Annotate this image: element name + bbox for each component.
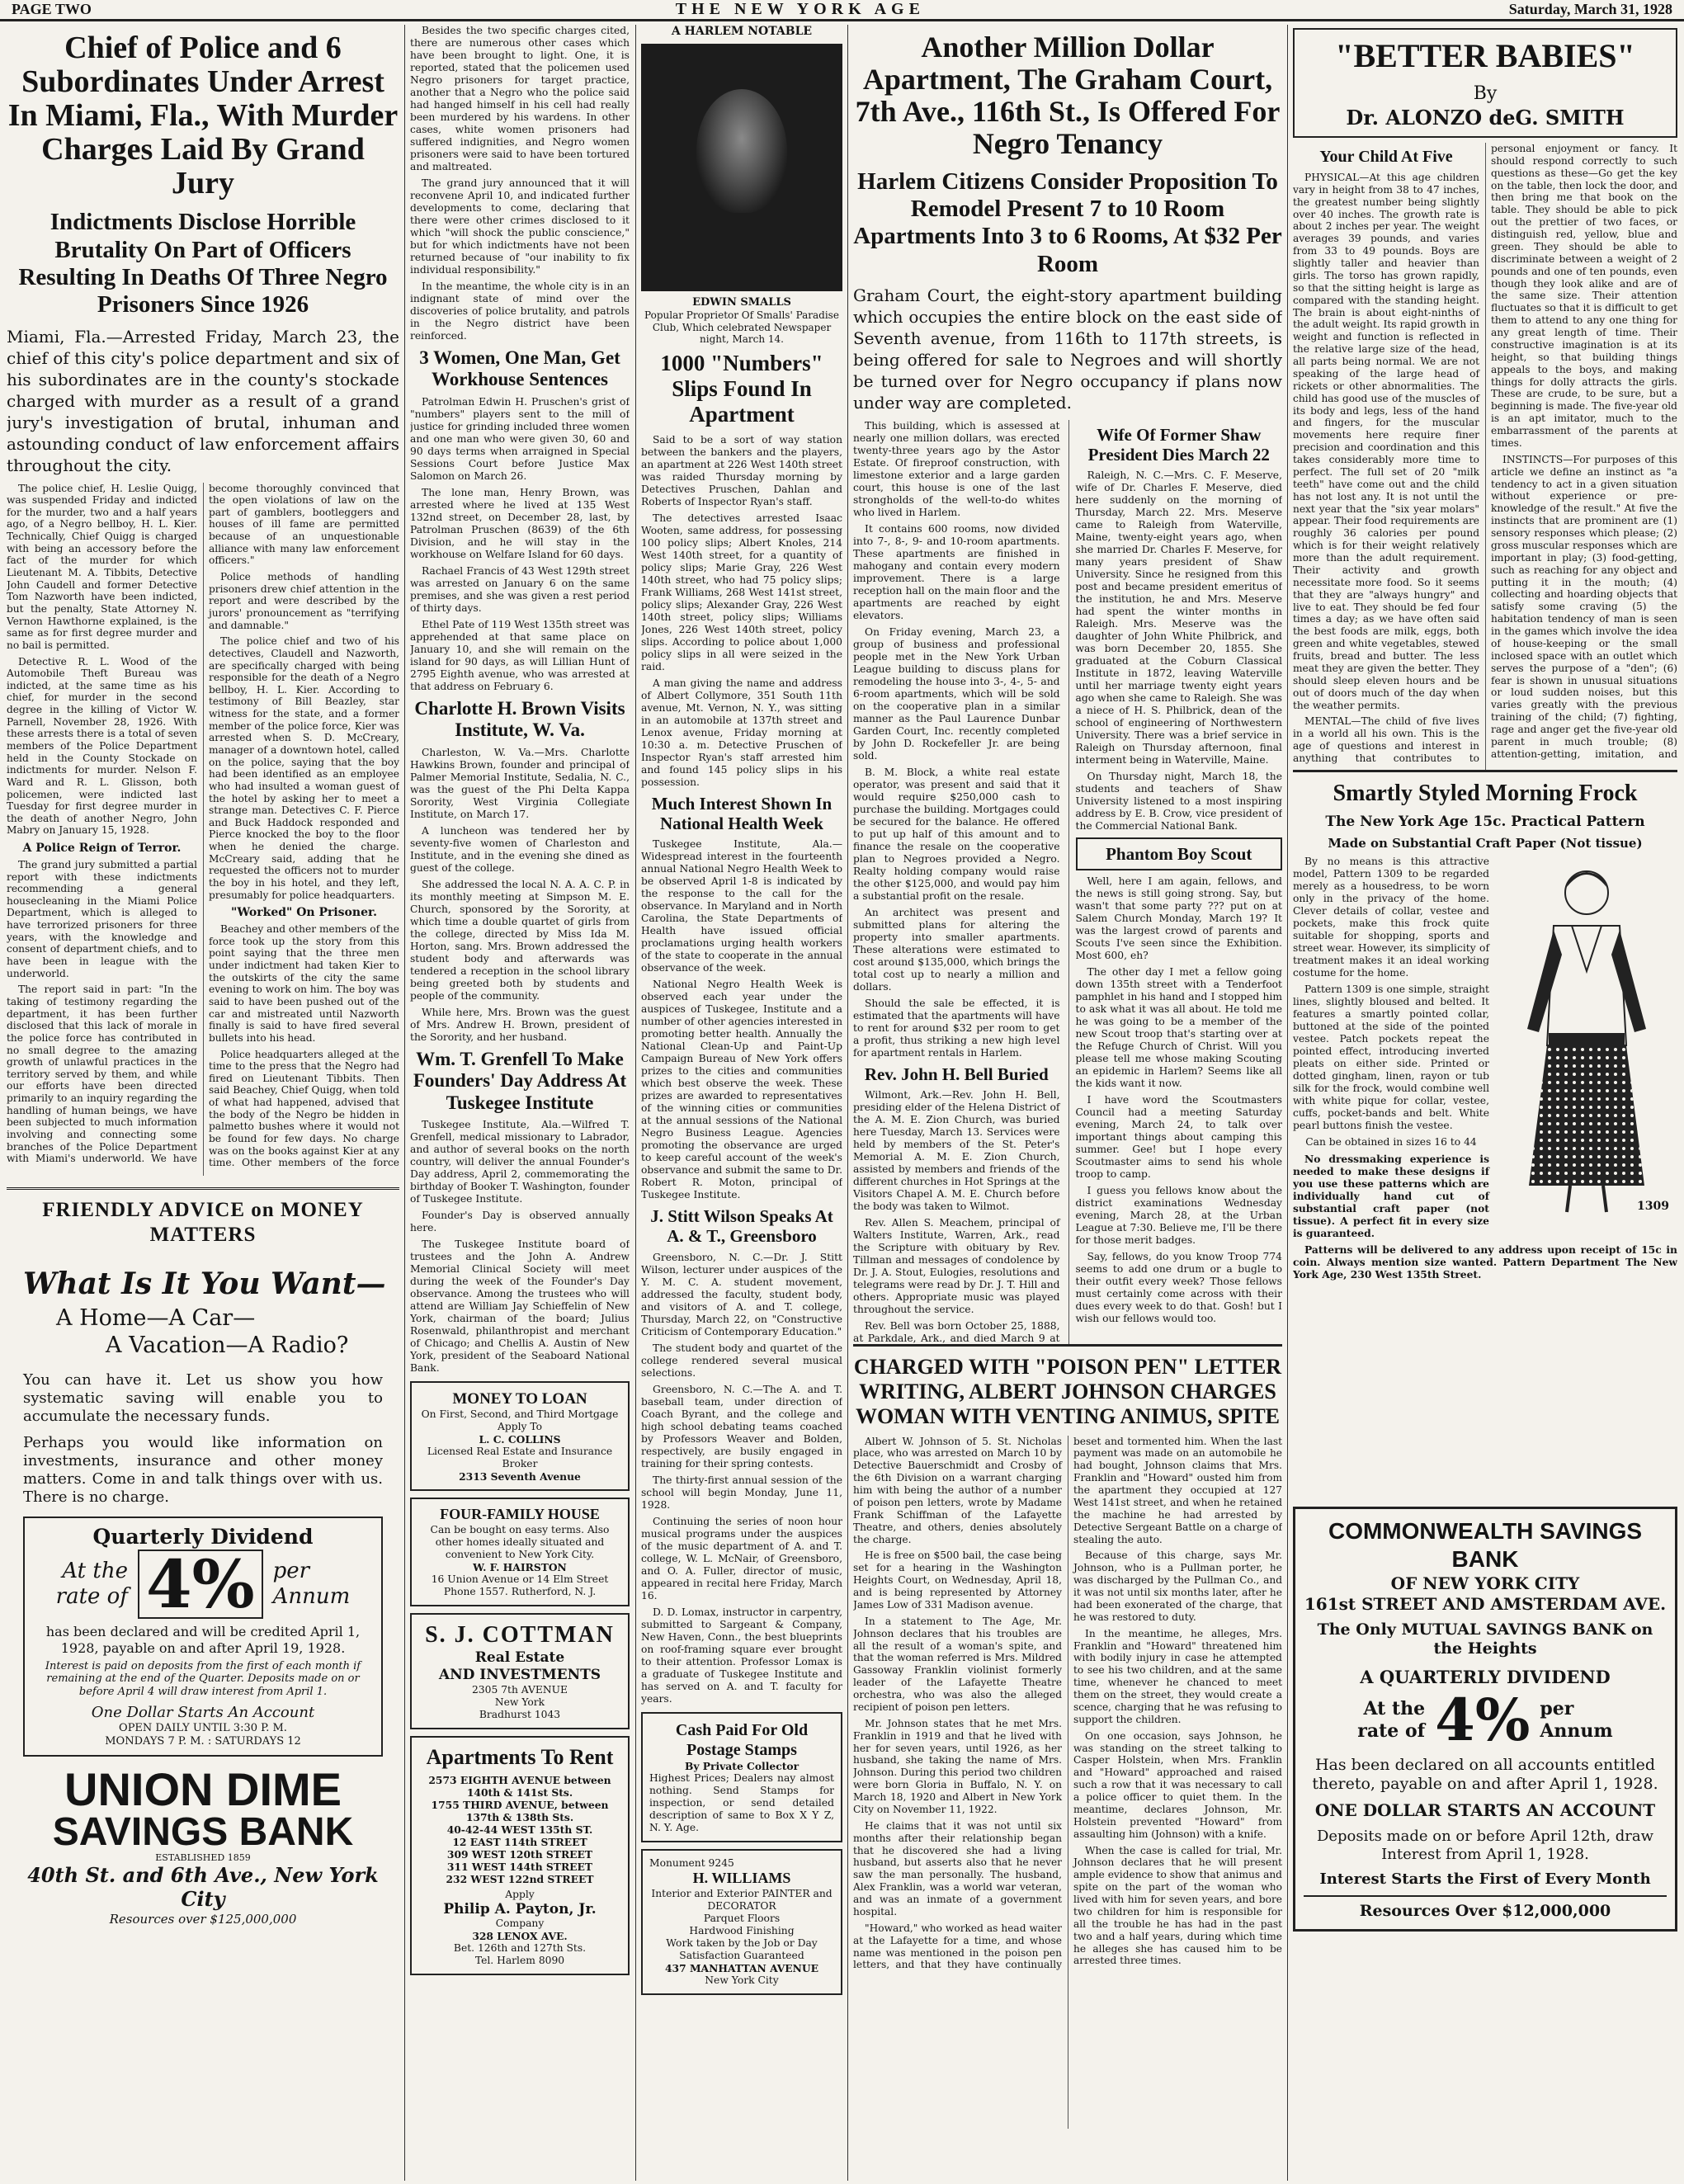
stitt-paragraph: Continuing the series of noon hour musical programs under the auspices of the music department of A. and T. college, W. L. McNair, of Greensboro, and O. A. Fuller, director of music, appeared in recital here Friday, March 16. xyxy=(641,1515,842,1601)
portrait-photo xyxy=(641,44,842,291)
meserve-paragraph: On Thursday night, March 18, the students and teachers of Shaw University listened to a most inspiring address by E. B. Crow, vice president of the Commercial National Bank. xyxy=(1075,771,1282,833)
photo-caption: Popular Proprietor Of Smalls' Paradise Club, Which celebrated Newspaper night, March 14. xyxy=(644,309,839,346)
bank-name: UNION DIME xyxy=(64,1762,342,1815)
frock-sub2: Made on Substantial Craft Paper (Not tissue) xyxy=(1328,835,1643,851)
poison-body xyxy=(853,1436,1282,2129)
frock-paragraph: Patterns will be delivered to any address upon receipt of 15c in coin. Always mention size wanted. Pattern Department The New York Age, 230 West 135th Street. xyxy=(1293,1243,1677,1281)
bank-tagline: The Only MUTUAL SAVINGS BANK on the Heights xyxy=(1317,1620,1653,1658)
union-dime-ad xyxy=(7,1187,399,1927)
police-paragraph: Beachey and other members of the force took up the story from this point saying that the three men under indictment had taken Kier to the outskirts of the city the same evening to work on him. The boy was said to have been pushed out of the car and mistreated until Nazworth finally is said to have fired several bullets into his head. xyxy=(209,923,399,1044)
numbers-paragraph: The detectives arrested Isaac Wooten, same address, for possessing 100 policy slips; Albert Knoles, 214 West 140th street, for a quantity of policy slips; Marie Gray, 226 West 140th street, who had 75 policy slips; Frank Williams, 268 West 141st street, policy slips; Alexander Gray, 226 West 140th street, policy slips; Williams Jones, 226 West 140th street, policy slips. According to police about 1,000 policy slips in all were seized in the raid. xyxy=(641,512,842,672)
deposit-note: Deposits made on or before April 12th, draw Interest from April 1, 1928. xyxy=(1316,1827,1654,1863)
commonwealth-ad xyxy=(1293,1507,1677,1932)
ad-headline: What Is It You Want— xyxy=(23,1266,386,1301)
stitt-paragraph: Greensboro, N. C.—Dr. J. Stitt Wilson, lecturer under auspices of the Y. M. C. A. student movement, addressed the faculty, student body, and visitors of A. and T. college, Thursday, March 22, on "Constructive Criticism of Contemporary Education." xyxy=(641,1251,842,1337)
graham-paragraph: An architect was present and submitted plans for altering the property into smaller apartments. These alterations were estimated to cost around $135,000, which brings the total cost up to nearly a million and dollars. xyxy=(853,906,1060,993)
workhouse-paragraph: Patrolman Edwin H. Pruschen's grist of "numbers" players sent to the mill of justice for grinding included three women and one man who were given 30, 60 and 90 days terms when arraigned in Special Sessions Court before Justice Max Salomon on March 26. xyxy=(410,395,630,482)
dividend-body: has been declared and will be credited April 1, 1928, payable on and after April 19, 1928. xyxy=(45,1624,361,1656)
ad-line: Apply xyxy=(505,1888,535,1900)
poison-paragraph: In a statement to The Age, Mr. Johnson declares that his troubles are all the result of a woman's spite, and that the woman referred is Mrs. Mildred Gassoway Franklin violinist formerly leader of the Lafayette Theatre orchestra, who was also the alleged recipient of poison pen letters. xyxy=(853,1615,1062,1713)
police-subheading: "Worked" On Prisoner. xyxy=(231,906,377,920)
graham-paragraph: Should the sale be effected, it is estimated that the apartments will have to rent for around $32 per room to get a profit, thus striking a new high level for apartment rentals in Harlem. xyxy=(853,997,1060,1059)
poison-paragraph: On one occasion, says Johnson, he was standing on the street talking to Casper Holstein, when Mrs. Franklin and "Howard" approached and raised such a row that it was necessary to call a police officer to quiet them. In the meantime, declares Johnson, Mr. Holstein prevented "Howard" from assaulting him (Johnson) with a knife. xyxy=(1073,1729,1282,1840)
address-list xyxy=(418,1774,621,1885)
police-headline: Chief of Police and 6 Subordinates Under Arrest In Miami, Fla., With Murder Charges Laid By Grand Jury xyxy=(7,31,399,201)
per-annum xyxy=(1540,1698,1612,1743)
scout-paragraph: The other day I met a fellow going down 135th street with a Tenderfoot pamphlet in his hand and I stopped him to ask what it was all about. He told me he was going to be a member of the new Scout troop that's starting over at the Refuge Church of Christ. Will you please tell me whose making Scouting an epidemic in Harlem? Seems like all the kids want it now. xyxy=(1075,966,1282,1090)
rate-label xyxy=(1357,1698,1425,1743)
workhouse-paragraph: Ethel Pate of 119 West 135th street was apprehended at that same place on January 10, and she will remain on the island for 90 days, as will Lillian Hunt of 2795 Eighth avenue, who was arrested at that address on February 6. xyxy=(410,618,630,692)
ad-line: Apply To xyxy=(497,1421,543,1433)
dividend-box xyxy=(23,1517,383,1757)
established: ESTABLISHED 1859 xyxy=(155,1851,251,1863)
start-account: ONE DOLLAR STARTS AN ACCOUNT xyxy=(1314,1800,1656,1821)
ad-title: Apartments To Rent xyxy=(426,1744,614,1769)
apartments-ad xyxy=(410,1736,630,1975)
column-title: "BETTER BABIES" xyxy=(1335,37,1635,74)
start-account: One Dollar Starts An Account xyxy=(91,1704,315,1722)
poison-headline: CHARGED WITH "POISON PEN" LETTER WRITING, ALBERT JOHNSON CHARGES WOMAN WITH VENTING ANIMUS, SPITE xyxy=(853,1354,1282,1428)
better-babies-header xyxy=(1293,28,1677,138)
column-rule xyxy=(847,25,848,2181)
graham-paragraph: It contains 600 rooms, now divided into 7-, 8-, 9- and 10-room apartments. These apartments are finished in mahogany and contain every modern improvement. There is a large reception hall on the main floor and the apartments are reached by eight elevators. xyxy=(853,522,1060,621)
police-subhead: Indictments Disclose Horrible Brutality On Part of Officers Resulting In Deaths Of Three Negro Prisoners Since 1926 xyxy=(18,209,388,318)
column-c xyxy=(641,25,842,2178)
stitt-paragraph: Greensboro, N. C.—The A. and T. baseball team, under direction of Coach Byrant, and the college and high school debating teams coached by Professors Weaver and Bolden, respectively, are busily engaged in training for their spring contests. xyxy=(641,1383,842,1469)
ad-line: A Vacation—A Radio? xyxy=(106,1333,349,1359)
per-label: per xyxy=(1540,1698,1574,1720)
meserve-headline: Wife Of Former Shaw President Dies March 22 xyxy=(1087,424,1270,465)
rate-label xyxy=(56,1559,128,1611)
graham-paragraph: This building, which is assessed at nearly one million dollars, was erected twenty-three years ago by the Astor Estate. Of fireproof construction, with limestone exterior and a large garden court, this house is one of the last strongholds of the well-to-do whites who lived in Harlem. xyxy=(853,419,1060,518)
scout-paragraph: I guess you fellows know about the district examinations Wednesday evening, March 28, at the Urban League at 7:30. Believe me, I'll be there for those merit badges. xyxy=(1075,1185,1282,1247)
per-label: per xyxy=(272,1558,310,1583)
babies-paragraph: INSTINCTS—For purposes of this article we define an instinct as "a tendency to act in a given situation without experience or pre-knowledge of the result." At five the instincts that are prominent are (1) sensory responses which please; (2) gross muscular responses which are important in play; (3) food-getting, such as reaching for any object and putting it in the mouth; (4) collecting and hoarding objects that satisfy some craving (5) the habitation tendency of man is seen in the games which involve the idea of house-keeping or the small inclosed space with an outlet which serves the purpose of a "den"; (6) fear is shown in unusual situations or loud sudden noises, but this varies greatly with the previous training of the child; (7) fighting, rage and anger get the five-year old parent in much trouble; (8) attention-getting, imitation, and xyxy=(1491,453,1677,760)
column-d xyxy=(853,25,1282,2178)
column-e xyxy=(1293,25,1677,2178)
graham-lead: Graham Court, the eight-story apartment building which occupies the entire block on the east side of Seventh avenue, from 116th to 117th streets, is being offered for sale to Negroes and will shortly be turned over for Negro occupancy if plans now under way are completed. xyxy=(853,285,1282,413)
scout-paragraph: Well, here I am again, fellows, and the news is still going strong. Say, but wasn't that some party ??? put on at Salem Church Monday, March 19? It was the largest crowd of parents and Scouts I've seen since the Exhibition. Most 600, eh? xyxy=(1075,875,1282,962)
police-paragraph: In the meantime, the whole city is in an indignant state of mind over the discoveries of police brutality, and patrols in the Negro district have been reinforced. xyxy=(410,281,630,342)
stitt-paragraph: The student body and quartet of the college rendered several musical selections. xyxy=(641,1342,842,1379)
grenfell-paragraph: Tuskegee Institute, Ala.—Wilfred T. Grenfell, medical missionary to Labrador, and author of several books on the north country, will deliver the annual Founder's Day address, April 2, commemorating the birthday of Booker T. Washington, founder of Tuskegee Institute. xyxy=(410,1119,630,1205)
hours: OPEN DAILY UNTIL 3:30 P. M. xyxy=(119,1722,287,1735)
frock-headline: Smartly Styled Morning Frock xyxy=(1333,780,1638,806)
bank-address: 40th St. and 6th Ave., New York City xyxy=(27,1863,379,1912)
rate-label-at: At the xyxy=(62,1558,128,1583)
ad-line: By Private Collector xyxy=(684,1760,800,1773)
money-loan-ad xyxy=(410,1381,630,1491)
column-rule xyxy=(404,25,405,2181)
charlotte-headline: Charlotte H. Brown Visits Institute, W. Va. xyxy=(414,697,625,741)
frock-paragraph: No dressmaking experience is needed to make these designs if you use these patterns which are individually hand cut of substantial craft paper (not tissue). A perfect fit in every size is guaranteed. xyxy=(1293,1153,1489,1240)
meserve-paragraph: Raleigh, N. C.—Mrs. C. F. Meserve, wife of Dr. Charles F. Meserve, died here suddenly on the morning of Thursday, March 22. Mrs. Meserve came to Raleigh from Waterville, Maine, twenty-eight years ago, when she married Dr. Charles F. Meserve, for many years president of Shaw University. Since he resigned from this post and became president emeritus of the institution, he and Mrs. Meserve had spent the winter months in Raleigh. Mrs. Meserve was the daughter of John White Philbrick, and was born December 20, 1855. She graduated at the Coburn Classical Institute in 1872, leaving Waterville until her marriage twenty eight years ago when she came to Raleigh. She was a niece of H. S. Philbrick, dean of the school of engineering of Northwestern University. There was a brief service in Raleigh on Thursday afternoon, final interment being in Waterville, Maine. xyxy=(1075,469,1282,767)
ad-body: Perhaps you would like information on investments, insurance and other money matters. Come in and talk things over with us. There is no charge. xyxy=(23,1434,383,1507)
frock-pattern xyxy=(1293,770,1677,1502)
ad-line: Satisfaction Guaranteed xyxy=(679,1950,804,1962)
newspaper-title: THE NEW YORK AGE xyxy=(675,0,925,18)
photo-heading: A HARLEM NOTABLE xyxy=(671,25,813,38)
list-item: 12 EAST 114th STREET xyxy=(452,1835,587,1848)
police-paragraph: Police methods of handling prisoners drew chief attention in the report and were described by the jurors' pronouncement as "terrifying and damnable." xyxy=(209,571,399,631)
dividend-note: Interest is paid on deposits from the first of each month if remaining at the end of the Quarter. Deposits made on or before April 4 will draw interest from April 1. xyxy=(45,1659,361,1699)
bell-headline: Rev. John H. Bell Buried xyxy=(864,1064,1049,1084)
police-paragraph: Detective R. L. Wood of the Automobile Theft Bureau was indicted, at the same time as his chief, for murder in the second degree in the killing of Victor W. Parnell, November 28, 1926. With these arrests there is a total of seven members of the Police Department held in the County Stockade on indictments for murder. Nelson F. Ward and R. L. Glisson, both policemen, were indicted last Tuesday for first degree murder in the death of another Negro, John Mabry on January 15, 1928. xyxy=(7,655,197,837)
charlotte-paragraph: A luncheon was tendered her by seventy-five women of Charleston and Institute, and in the evening she dined as guest of the college. xyxy=(410,824,630,874)
bank-name: COMMONWEALTH SAVINGS BANK xyxy=(1328,1517,1643,1573)
issue-date: Saturday, March 31, 1928 xyxy=(1508,1,1672,17)
ad-title: FOUR-FAMILY HOUSE xyxy=(440,1506,600,1523)
rate-label-at: At the xyxy=(1363,1698,1426,1720)
ad-address: 16 Union Avenue or 14 Elm Street xyxy=(431,1573,609,1586)
ad-name: Philip A. Payton, Jr. xyxy=(443,1900,597,1917)
rate-label-of: rate of xyxy=(1357,1719,1426,1742)
pattern-number: 1309 xyxy=(1637,1200,1669,1214)
column-rule xyxy=(1287,25,1288,2181)
ad-line: Parquet Floors xyxy=(703,1913,781,1925)
police-paragraph: Besides the two specific charges cited, there are numerous other cases which have been brought to light. One, it is reported, stated that the policemen used Negro prisoners for target practice, another that a Negro who the police said had hanged himself in his cell had really been murdered by his wardens. In other cases, white women prisoners had suffered indignities, and Negro women prisoners were said to have been tortured and maltreated. xyxy=(410,25,630,172)
stitt-paragraph: The thirty-first annual session of the school will begin Monday, June 11, 1928. xyxy=(641,1474,842,1511)
police-body xyxy=(7,483,399,1176)
bank-resources: Resources Over $12,000,000 xyxy=(1304,1895,1667,1921)
ad-body: Can be bought on easy terms. Also other homes ideally situated and convenient to New York City. xyxy=(430,1524,610,1561)
ad-city: New York City xyxy=(705,1974,779,1987)
poison-paragraph: "Howard," who worked as head waiter at the Lafayette for a time, and whose name was mentioned in the poison pen letters, and that they have continually beset and tormented him. When the last payment was made on an automobile he had bought, Johnson claims that Mrs. Franklin and "Howard" ousted him from the apartment they occupied at 127 West 141st street, and when he retained the machine he had arrested by Detective Sergeant Battle on a charge of stealing the auto. xyxy=(853,1435,1282,1971)
babies-paragraph: PHYSICAL—At this age children vary in height from 38 to 47 inches, the greatest number being slightly over 40 inches. The growth rate is about 2 inches per year. The weight averages 39 pounds, and varies from 33 to 49 pounds. Boys are slightly taller and heavier than girls. The torso has grown rapidly, so that the sitting height is large as compared with the standing height. The brain is about eight-ninths of the adult weight. Its rapid growth in weight and function is reflected in the relative large size of the head, all parts being normal. We are not speaking of the large head of rickets or other abnormalities. The child has good use of the muscles of its body and legs, less of the hand and fingers, for the muscular movements here require finer precision and coordination and this takes considerably more time to perfect. The full set of 20 "milk teeth" have come out and the child has not lost any. It is not until the next year that the "six year molars" appear. Their food requirements are roughly 36 calories per pound which is for their weight relatively more than the adult requirement. Their activity and growth necessitate more food. So it seems that they are "always hungry" and live to eat. They should be fed four times a day; as we have often said the best foods are milk, eggs, both green and white vegetables, stewed fruits, bread and butter. The less meat they are given the better. They should sleep eleven hours and be out of doors much of the day when the weather permits. xyxy=(1293,171,1479,711)
ad-body: Highest Prices; Dealers nay almost nothing. Send Stamps for inspection, or send detailed description of same to Box X Y Z, N. Y. Age. xyxy=(649,1772,834,1834)
dividend-title: A QUARTERLY DIVIDEND xyxy=(1360,1667,1611,1688)
dividend-body: Has been declared on all accounts entitled thereto, payable on and after April 1, 1928. xyxy=(1312,1755,1658,1794)
column-rule xyxy=(635,25,636,2181)
poison-pen-story xyxy=(853,1344,1282,2129)
photo-name: EDWIN SMALLS xyxy=(692,296,791,309)
ad-city: New York xyxy=(494,1696,545,1708)
police-lead: Miami, Fla.—Arrested Friday, March 23, the chief of this city's police department and six of his subordinates are in the county's stockade charged with murder as a result of a grand jury's investigation of brutal, inhuman and astounding conduct of law enforcement affairs throughout the city. xyxy=(7,326,399,475)
scout-headline: Phantom Boy Scout xyxy=(1076,837,1283,870)
stitt-paragraph: D. D. Lomax, instructor in carpentry, submitted to Sargeant & Company, New Haven, Conn., the best blueprints on roof-framing square ever brought to their attention. Professor Lomax is a graduate of Tuskegee Institute and has served on A. and T. faculty for years. xyxy=(641,1606,842,1705)
byline-author: Dr. ALONZO deG. SMITH xyxy=(1346,105,1625,130)
list-item: 2573 EIGHTH AVENUE between 140th & 141st Sts. xyxy=(428,1773,611,1799)
list-item: 40-42-44 WEST 135th ST. xyxy=(446,1823,593,1836)
fourfamily-ad xyxy=(410,1498,630,1606)
hours: MONDAYS 7 P. M. : SATURDAYS 12 xyxy=(105,1734,301,1748)
bank-name: SAVINGS BANK xyxy=(52,1809,354,1854)
ad-address: 2313 Seventh Avenue xyxy=(459,1470,581,1484)
charlotte-paragraph: Charleston, W. Va.—Mrs. Charlotte Hawkins Brown, founder and principal of Palmer Memorial Institute, Sedalia, N. C., was the guest of the Phi Delta Kappa Sorority, West Virginia Collegiate Institute, on March 17. xyxy=(410,746,630,820)
column-b xyxy=(410,25,630,2178)
graham-lower xyxy=(853,420,1282,1344)
graham-paragraph: On Friday evening, March 23, a group of business and professional people met in the New York Urban League building to discuss plans for remodeling the house into 3-, 4-, 5- and 6-room apartments, which will be sold on the cooperative plan in a similar manner as the Paul Laurence Dunbar Garden Court, Inc. recently completed by John D. Rockefeller Jr. are being sold. xyxy=(853,625,1060,762)
frock-paragraph: Can be obtained in sizes 16 to 44 xyxy=(1305,1136,1477,1149)
health-paragraph: National Negro Health Week is observed each year under the auspices of Tuskegee, Institute and a number of other agencies interested in promoting better health. Annually the National Clean-Up and Paint-Up Campaign Bureau of New York offers prizes to the cities and communities which best observe the week. These prizes are awarded to representatives of the winning cities or communities at the annual sessions of the National Negro Business League. Agencies promoting the observance are urged to keep careful account of the week's observance and submit the same to Dr. Robert R. Moton, principal of Tuskegee Institute. xyxy=(641,979,842,1201)
dividend-rate-row xyxy=(1304,1685,1667,1754)
workhouse-paragraph: The lone man, Henry Brown, was arrested where he lived at 135 West 132nd street, on December 28, last, by Patrolman Pruschen (8639) of the 6th Division, and he will stay in the workhouse on Welfare Island for 60 days. xyxy=(410,486,630,560)
ad-name: S. J. COTTMAN xyxy=(425,1622,615,1649)
byline-by: By xyxy=(1473,83,1498,104)
frock-paragraph: Pattern 1309 is one simple, straight lines, slightly bloused and belted. It features a smartly pointed collar, buttoned at the side of the pointed vestee. Patch pockets repeat the pointed effect, introducing inverted pleats on either side. Printed or dotted gingham, linen, rayon or tub silk for the frock, would combine well with white pique for collar, vestee, cuffs, pocket-bands and belt. White pearl buttons finish the vestee. xyxy=(1293,984,1489,1132)
friendly-advice-banner: FRIENDLY ADVICE on MONEY MATTERS xyxy=(42,1198,364,1247)
grenfell-paragraph: Founder's Day is observed annually here. xyxy=(410,1210,630,1234)
poison-paragraph: When the case is called for trial, Mr. Johnson declares that he will present ample evidence to show that animus and spite on the part of the woman who lived with him for seven years, and bore two children for him is responsible for all the trouble he has had in the past two and a half years, during which time he alleges she has caused him to be arrested three times. xyxy=(1073,1844,1282,1967)
ad-address: 2305 7th AVENUE xyxy=(471,1683,568,1696)
police-subheading: A Police Reign of Terror. xyxy=(22,842,182,856)
ad-line: Hardwood Finishing xyxy=(689,1925,795,1937)
list-item: 309 WEST 120th STREET xyxy=(446,1847,593,1861)
dress-figure-icon xyxy=(1496,856,1677,1219)
ad-line: Real Estate xyxy=(474,1649,565,1667)
ad-title: MONEY TO LOAN xyxy=(452,1390,587,1408)
ad-phone: Phone 1557. Rutherford, N. J. xyxy=(443,1586,597,1598)
ad-line: On First, Second, and Third Mortgage xyxy=(421,1408,619,1421)
fashion-illustration xyxy=(1496,856,1677,1219)
stamps-ad xyxy=(641,1712,842,1843)
poison-paragraph: Mr. Johnson states that he met Mrs. Franklin in 1919 and that he lived with her for seven years, until 1926, as her husband, she taking the name of Mrs. Johnson. During this period two children were born Gloria in Buffalo, N. Y. on March 18, 1920 and Albert in New York City on November 11, 1922. xyxy=(853,1717,1062,1815)
cottman-ad xyxy=(410,1613,630,1729)
graham-body xyxy=(853,420,1060,1344)
babies-paragraph: MENTAL—The child of five lives in a world all his own. This is the age of questions and interest in anything that contributes to personal enjoyment or fancy. It should respond correctly to such questions as these—Go get the key on the table, then lock the door, and then bring me that book on the table. They should be able to pick out the prettier of two faces, or distinguish red, yellow, blue and green. They should be able to discriminate between a weight of 2 pounds and one of ten pounds, even though they look alike and are of the same size. Their attention fluctuates so that it is difficult to get them to attend to any one thing for any great length of time. Their constructive imagination is at its height, so that building things appeals to the boys, and making things for dolly attracts the girls. These are crude, to be sure, but a beginning is made. The five-year old is an apt imitator, much to the embarrassment of the parents at times. xyxy=(1293,142,1677,765)
workhouse-paragraph: Rachael Francis of 43 West 129th street was arrested on January 6 on the same premises, and she was given a rest period of thirty days. xyxy=(410,564,630,614)
ad-title: Cash Paid For Old Postage Stamps xyxy=(675,1720,809,1759)
poison-paragraph: He claims that it was not until six months after their relationship began that he discovered she had a living husband, but asserts also that he never saw the man personally. The husband, Alex Franklin, was a world war veteran, and was an inmate of a government hospital. xyxy=(853,1819,1062,1917)
bank-address: 161st STREET AND AMSTERDAM AVE. xyxy=(1304,1593,1667,1614)
ad-line: Interior and Exterior PAINTER and DECORATOR xyxy=(651,1888,833,1913)
masthead xyxy=(0,0,1684,21)
ad-line: A Home—A Car— xyxy=(56,1305,256,1332)
dividend-rate: 4% xyxy=(1435,1685,1531,1754)
ad-address: 328 LENOX AVE. xyxy=(472,1930,568,1943)
ad-phone: Bradhurst 1043 xyxy=(479,1708,561,1720)
poison-paragraph: He is free on $500 bail, the case being set for a hearing in the Washington Heights Court, on Wednesday, April 18, and is being represented by Attorney James Low of 331 Madison avenue. xyxy=(853,1550,1062,1611)
ad-line: Company xyxy=(495,1917,545,1930)
health-paragraph: Tuskegee Institute, Ala.—Widespread interest in the fourteenth annual National Negro Health Week to be observed April 1-8 is indicated by the response to the call for the observance. In Maryland and in North Carolina, the State Departments of Health have issued official proclamations urging health workers of the state to cooperate in the annual observance of the week. xyxy=(641,838,842,974)
police-paragraph: The police chief, H. Leslie Quigg, was suspended Friday and indicted for the murder, two and a half years ago, of a Negro bellboy, H. L. Kier. Technically, Chief Quigg is charged with being an accessory before the fact of the murder for which Lieutenant M. A. Tibbits, Detective John Caudell and former Detective Tom Nazworth have been indicted, but the penalty, State Attorney N. Vernon Hawthorne explained, is the same as for first degree murder and no bail is permitted. xyxy=(7,482,197,651)
grenfell-paragraph: The Tuskegee Institute board of trustees and the John A. Andrew Memorial Clinical Society will meet during the week of the Founder's Day observance. Among the trustees who will attend are William Jay Schieffelin of New York, chairman of the board; Julius Rosenwald, philanthropist and merchant of Chicago; and Chellis A. Austin of New York, president of the Seaboard National Bank. xyxy=(410,1238,630,1375)
list-item: 232 WEST 122nd STREET xyxy=(446,1872,594,1885)
per-annum xyxy=(273,1559,351,1611)
poison-paragraph: Because of this charge, says Mr. Johnson, who is a Pullman porter, he was discharged by the Pullman Co., and it was not until six months later, after he had been exonerated of the charge, that he was restored to duty. xyxy=(1073,1550,1282,1623)
ad-phone: Monument 9245 xyxy=(649,1857,734,1870)
graham-subhead: Harlem Citizens Consider Proposition To Remodel Present 7 to 10 Room Apartments Into 3 to 6 Rooms, At $32 Per Room xyxy=(853,167,1282,277)
bank-resources: Resources over $125,000,000 xyxy=(109,1911,297,1927)
ad-address: 437 MANHATTAN AVENUE xyxy=(665,1962,818,1975)
williams-ad xyxy=(641,1849,842,1995)
portrait-face xyxy=(696,89,787,213)
graham-headline: Another Million Dollar Apartment, The Graham Court, 7th Ave., 116th St., Is Offered For Negro Tenancy xyxy=(855,31,1281,160)
frock-sub: The New York Age 15c. Practical Pattern xyxy=(1325,814,1645,831)
health-headline: Much Interest Shown In National Health Week xyxy=(651,793,833,834)
police-paragraph: The police chief and two of his detectives, Claudell and Nazworth, are specifically charged with being responsible for the death of a Negro bellboy, H. L. Kier. According to testimony of Bill Beazley, star witness for the state, and a former member of the police force, Kier was arrested when S. D. McCreary, manager of a downtown hotel, called on the police, saying that the boy had been identified as an employee who had insulted a woman guest of the hotel by asking her to meet a strange man. Detectives C. F. Pierce and Buck Haddock responded and Pierce knocked the boy to the floor when he denied the charge. McCreary said, adding that he requested the officers not to murder the boy in his hotel, and they left, presumably for police headquarters. xyxy=(209,635,399,901)
police-paragraph: Police headquarters alleged at the time to the press that the Negro had fired on Lieutenant Tibbits. Then said Beachey, Chief Quigg, when told of what had happened, advised that the body of the Negro be hidden in palmetto bushes where it would not be found for few days. No charge was on the books against Kier at any time. Other members of the force xyxy=(209,1048,399,1169)
babies-body xyxy=(1293,143,1677,770)
interest-note: Interest Starts the First of Every Month xyxy=(1319,1870,1651,1888)
list-item: 311 WEST 144th STREET xyxy=(446,1860,593,1873)
grenfell-headline: Wm. T. Grenfell To Make Founders' Day Address At Tuskegee Institute xyxy=(413,1048,627,1113)
list-item: 1755 THIRD AVENUE, between 137th & 138th Sts. xyxy=(431,1798,609,1823)
graham-paragraph: B. M. Block, a white real estate operator, was present and said that it would require $250,000 cash to purchase the building. Mortgages could be secured for the balance. He offered to put up half of this amount and to finance the resale on the cooperative plan to Negroes provided a Negro. Realty holding company would raise the other $125,000, and would pay him a substantial profit on the resale. xyxy=(853,766,1060,902)
babies-headline: Your Child At Five xyxy=(1319,147,1453,166)
frock-paragraph: By no means is this attractive model, Pattern 1309 to be regarded merely as a housedress, to be worn only in the privacy of the home. Clever details of collar, vestee and pockets, make this frock quite suitable for shopping, sports and street wear. However, its simplicity of treatment makes it an ideal working costume for the home. xyxy=(1293,856,1489,979)
charlotte-paragraph: While here, Mrs. Brown was the guest of Mrs. Andrew H. Brown, president of the Sorority, and her husband. xyxy=(410,1006,630,1043)
charlotte-paragraph: She addressed the local N. A. A. C. P. in its monthly meeting at Simpson M. E. Church, sponsored by the Sorority, at which time a double quartet of girls from the college, directed by Miss Ida M. Horton, sang. Mrs. Brown addressed the student body and afterwards was tendered a reception in the school library being greeted both by students and people of the community. xyxy=(410,878,630,1002)
bell-paragraph: Wilmont, Ark.—Rev. John H. Bell, presiding elder of the Helena District of the A. M. E. Zion Church, was buried here Tuesday, March 13. Services were held by members of the St. Peter's Memorial A. M. E. Zion Church, assisted by members and friends of the different churches in Hot Springs at the Visitors Chapel A. M. E. Church before the body was taken to Wilmot. xyxy=(853,1089,1060,1213)
police-paragraph: The grand jury announced that it will reconvene April 10, and indicated further developments to come, declaring that there were other crimes disclosed to it which "will shock the public conscience," but for which indictments have not been returned because of "our inability to fix individual responsibility." xyxy=(410,177,630,276)
meserve-scout xyxy=(1068,420,1283,1344)
column-police xyxy=(7,25,399,2178)
ad-line: AND INVESTMENTS xyxy=(438,1667,601,1684)
page-label: PAGE TWO xyxy=(12,1,92,17)
numbers-paragraph: Said to be a sort of way station between the bankers and the players, an apartment at 226 West 140th street was raided Thursday morning by Detectives Pruschen, Dahlan and Roberts of Inspector Ryan's staff. xyxy=(641,433,842,507)
ad-phone: Tel. Harlem 8090 xyxy=(474,1955,565,1967)
stitt-headline: J. Stitt Wilson Speaks At A. & T., Greensboro xyxy=(650,1206,833,1247)
scout-paragraph: Say, fellows, do you know Troop 774 seems to add one drum or a bugle to their outfit every week? Those fellows must certainly come across with their dues every week to do that. Gosh! but I wish our fellows would too. xyxy=(1075,1251,1282,1325)
bank-city: OF NEW YORK CITY xyxy=(1390,1573,1580,1594)
poison-paragraph: In the meantime, he alleges, Mrs. Franklin and "Howard" threatened him with bodily injury in case he attempted to see his two children, and at the same time, whenever he chanced to meet them on the street, they would create a scence, charging that he was refusing to support the children. xyxy=(1073,1627,1282,1725)
ad-line: Work taken by the Job or Day xyxy=(666,1937,818,1950)
ad-name: W. F. HAIRSTON xyxy=(473,1561,567,1574)
ad-name: L. C. COLLINS xyxy=(479,1433,561,1446)
poison-paragraph: Albert W. Johnson of 5. St. Nicholas place, who was arrested on March 10 by Detective Bauerschmidt and Crosby of the 6th Division on a warrant charging him with being the author of a number of poison pen letters, wrote by Madame Frank Schiffman of the Lafayette Theatre, and others, denies absolutely the charge. xyxy=(853,1435,1062,1545)
bell-paragraph: Rev. Allen S. Meachem, principal of Walters Institute, Warren, Ark., read the Scripture with obituary by Rev. Tillman and messages of condolence by Dr. J. A. Stout, Eulogies, resolutions and telegrams were read by Dr. J. T. Hill and others. Appropriate music was played throughout the service. xyxy=(853,1217,1060,1316)
rate-label-of: rate of xyxy=(55,1584,128,1610)
numbers-headline: 1000 "Numbers" Slips Found In Apartment xyxy=(660,350,823,427)
dividend-title: Quarterly Dividend xyxy=(92,1524,314,1549)
workhouse-headline: 3 Women, One Man, Get Workhouse Sentences xyxy=(419,347,620,390)
ad-line: Licensed Real Estate and Insurance Broker xyxy=(427,1446,613,1470)
dividend-rate-row xyxy=(31,1545,375,1624)
ad-name: H. WILLIAMS xyxy=(692,1870,791,1887)
annum-label: Annum xyxy=(1540,1719,1613,1742)
bell-paragraph: Rev. Bell was born October 25, 1888, at Parkdale, Ark., and died March 9 at xyxy=(853,1320,1060,1344)
ad-line: Bet. 126th and 127th Sts. xyxy=(453,1942,587,1955)
annum-label: Annum xyxy=(272,1584,351,1610)
numbers-paragraph: A man giving the name and address of Albert Collymore, 351 South 11th avenue, Mt. Vernon, N. Y., was sitting in an automobile at 137th street and Lenox avenue, Friday morning at 10:30 a. m. Detective Pruschen of Inspector Ryan's staff arrested him and found 145 policy slips in his possession. xyxy=(641,677,842,788)
dividend-rate: 4% xyxy=(138,1550,263,1619)
police-paragraph: The report said in part: "In the taking of testimony regarding the department, it has been further disclosed that this lack of morale in the police force has contributed in no small degree to the amazing growth of unlawful practices in the territory served by them, and while our efforts have been directed primarily to an inquiry regarding the handling of human beings, we have been subjected to much information involving and connecting some branches of the Police Department with Miami's underworld. We have become thoroughly convinced that the open violations of law on the part of gamblers, bootleggers and houses of ill fame are permitted because of an unquestionable alliance with many law enforcement officers." xyxy=(7,482,399,1165)
ad-body: You can have it. Let us show you how systematic saving will enable you to accumulate the necessary funds. xyxy=(23,1371,383,1426)
scout-paragraph: I have word the Scoutmasters Council had a meeting Saturday evening, March 24, to talk over important things about camping this summer. Gee! but I hope every Scoutmaster aims to send his whole troop to camp. xyxy=(1075,1094,1282,1181)
police-paragraph: The grand jury submitted a partial report with these indictments recommending a general housecleaning in the Miami Police Department, which is alleged to have terrorized prisoners for three years, with the knowledge and consent of department chiefs, and to have been in league with the underworld. xyxy=(7,858,197,979)
